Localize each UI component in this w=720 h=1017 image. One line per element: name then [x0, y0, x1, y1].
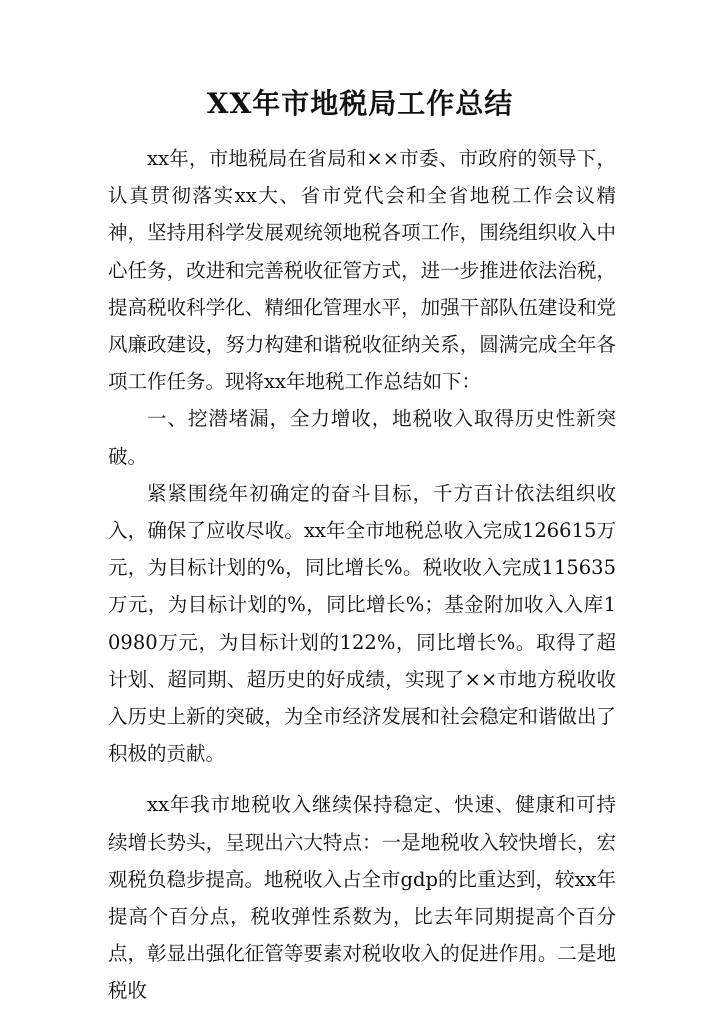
paragraph-characteristics: xx年我市地税收入继续保持稳定、快速、健康和可持续增长势头，呈现出六大特点：一是地税收入较快增长，宏观税负稳步提高。地税收入占全市gdp的比重达到，较xx年提高个百分点，税收弹性系数为，比去年同期提高个百分点，彰显出强化征管等要素对税收收入的促进作用。二是地税收	[108, 793, 616, 1003]
paragraph-intro: xx年，市地税局在省局和××市委、市政府的领导下，认真贯彻落实xx大、省市党代会和全省地税工作会议精神，坚持用科学发展观统领地税各项工作，围绕组织收入中心任务，改进和完善税收征管方式，进一步推进依法治税，提高税收科学化、精细化管理水平，加强干部队伍建设和党风廉政建设，努力构建和谐税收征纳关系，圆满完成全年各项工作任务。现将xx年地税工作总结如下：	[108, 147, 616, 394]
document-title: XX年市地税局工作总结	[206, 87, 514, 120]
document-body	[108, 140, 616, 1010]
section-heading-1: 一、挖潜堵漏，全力增收，地税收入取得历史性新突破。	[108, 407, 616, 468]
paragraph-revenue: 紧紧围绕年初确定的奋斗目标，千方百计依法组织收入，确保了应收尽收。xx年全市地税总收入完成126615万元，为目标计划的%，同比增长%。税收收入完成115635万元，为目标计划的%，同比增长%；基金附加收入入库10980万元，为目标计划的122%，同比增长%。取得了超计划、超同期、超历史的好成绩，实现了××市地方税收收入历史上新的突破，为全市经济发展和社会稳定和谐做出了积极的贡献。	[108, 481, 616, 766]
